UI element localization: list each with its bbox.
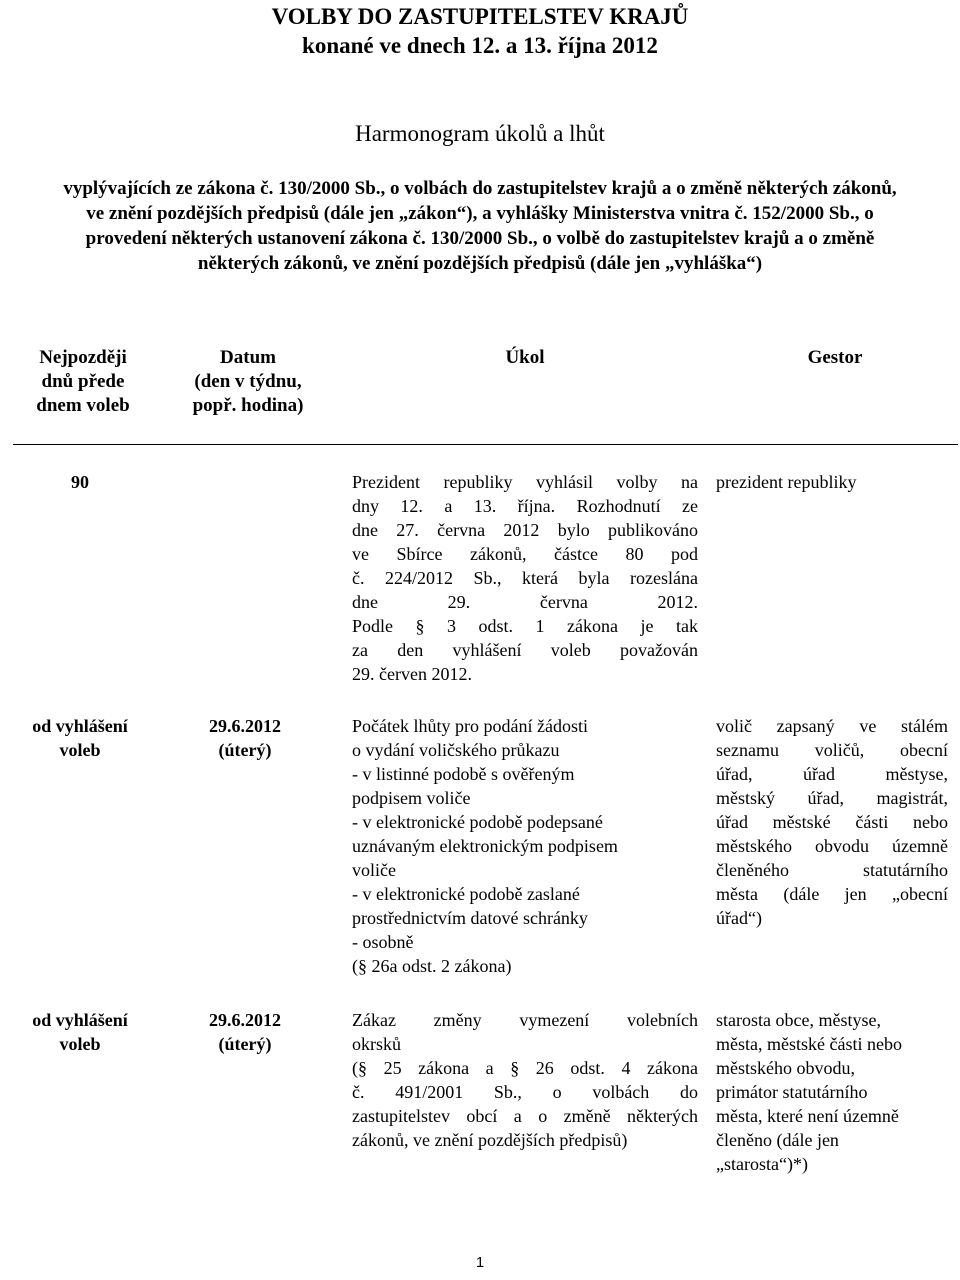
- text-line: dnů přede: [41, 371, 125, 392]
- text-line: primátor statutárního: [716, 1082, 868, 1102]
- column-header-task: Úkol: [505, 347, 545, 368]
- text-line: městský úřad, magistrát,: [716, 788, 948, 808]
- text-line: - osobně: [352, 932, 414, 952]
- text-line: (úterý): [218, 740, 272, 760]
- text-line: Podle § 3 odst. 1 zákona je tak: [352, 616, 698, 636]
- text-line: 29.6.2012: [209, 1010, 281, 1030]
- row-2-date: [175, 714, 315, 762]
- text-line: od vyhlášení: [32, 716, 128, 736]
- row-3-gestor: [716, 1008, 948, 1176]
- text-line: ve Sbírce zákonů, částce 80 pod: [352, 544, 698, 564]
- text-line: „starosta“)*): [716, 1154, 808, 1174]
- text-line: Datum: [220, 347, 276, 368]
- text-line: - v elektronické podobě podepsané: [352, 812, 603, 832]
- text-line: okrsků: [352, 1034, 401, 1054]
- text-line: (§ 26a odst. 2 zákona): [352, 956, 512, 976]
- row-1-days: [10, 470, 150, 494]
- row-3-days: [10, 1008, 150, 1056]
- document-subtitle: Harmonogram úkolů a lhůt: [355, 121, 605, 146]
- text-line: č. 491/2001 Sb., o volbách do: [352, 1082, 698, 1102]
- text-line: uznávaným elektronickým podpisem: [352, 836, 618, 856]
- text-line: č. 224/2012 Sb., která byla rozeslána: [352, 568, 698, 588]
- text-line: Počátek lhůty pro podání žádosti: [352, 716, 588, 736]
- text-line: zastupitelstev obcí a o změně některých: [352, 1106, 698, 1126]
- row-1-task: [352, 470, 698, 686]
- text-line: volič zapsaný ve stálém: [716, 716, 948, 736]
- text-line: seznamu voličů, obecní: [716, 740, 948, 760]
- document-title: VOLBY DO ZASTUPITELSTEV KRAJŮ: [271, 4, 689, 29]
- text-line: města (dále jen „obecní: [716, 884, 948, 904]
- text-line: dny 12. a 13. října. Rozhodnutí ze: [352, 496, 698, 516]
- text-line: voleb: [59, 740, 101, 760]
- text-line: dne 29. června 2012.: [352, 592, 698, 612]
- text-line: starosta obce, městyse,: [716, 1010, 881, 1030]
- text-line: za den vyhlášení voleb považován: [352, 640, 698, 660]
- text-line: úřad, úřad městyse,: [716, 764, 948, 784]
- text-line: o vydání voličského průkazu: [352, 740, 560, 760]
- column-header-date: [168, 346, 328, 418]
- text-line: úřad“): [716, 908, 762, 928]
- row-3-task: [352, 1008, 698, 1152]
- text-line: voliče: [352, 860, 396, 880]
- text-line: členěného statutárního: [716, 860, 948, 880]
- row-2-gestor: [716, 714, 948, 930]
- text-line: (§ 25 zákona a § 26 odst. 4 zákona: [352, 1058, 698, 1078]
- text-line: dnem voleb: [36, 395, 130, 416]
- text-line: 29. červen 2012.: [352, 664, 472, 684]
- text-line: členěno (dále jen: [716, 1130, 839, 1150]
- text-line: popř. hodina): [192, 395, 304, 416]
- text-line: voleb: [59, 1034, 101, 1054]
- text-line: města, které není územně: [716, 1106, 899, 1126]
- text-line: městského obvodu územně: [716, 836, 948, 856]
- text-line: - v elektronické podobě zaslané: [352, 884, 580, 904]
- text-line: zákonů, ve znění pozdějších předpisů): [352, 1130, 628, 1150]
- row-1-gestor: [716, 470, 948, 494]
- text-line: 29.6.2012: [209, 716, 281, 736]
- text-line: Zákaz změny vymezení volebních: [352, 1010, 698, 1030]
- text-line: podpisem voliče: [352, 788, 471, 808]
- header-divider: [13, 444, 958, 445]
- text-line: (úterý): [218, 1034, 272, 1054]
- text-line: městského obvodu,: [716, 1058, 855, 1078]
- column-header-days: [8, 346, 158, 418]
- election-dates: konané ve dnech 12. a 13. října 2012: [302, 33, 658, 58]
- page-number: 1: [475, 1254, 485, 1271]
- text-line: (den v týdnu,: [194, 371, 302, 392]
- row-2-task: [352, 714, 698, 978]
- text-line: prostřednictvím datové schránky: [352, 908, 588, 928]
- text-line: od vyhlášení: [32, 1010, 128, 1030]
- text-line: prezident republiky: [716, 472, 857, 492]
- text-line: dne 27. června 2012 bylo publikováno: [352, 520, 698, 540]
- column-header-gestor: Gestor: [807, 347, 863, 368]
- text-line: 90: [71, 472, 89, 492]
- text-line: města, městské části nebo: [716, 1034, 902, 1054]
- text-line: - v listinné podobě s ověřeným: [352, 764, 575, 784]
- text-line: Prezident republiky vyhlásil volby na: [352, 472, 698, 492]
- row-3-date: [175, 1008, 315, 1056]
- text-line: Nejpozději: [39, 347, 127, 368]
- row-2-days: [10, 714, 150, 762]
- text-line: úřad městské části nebo: [716, 812, 948, 832]
- legal-intro: vyplývajících ze zákona č. 130/2000 Sb., o volbách do zastupitelstev krajů a o změně některých zákonů, ve znění pozdějších předpisů (dále jen „zákon“), a vyhlášky Ministerstva vnitra č. 152/2000 Sb., o provedení některých ustanovení zákona č. 130/2000 Sb., o volbě do zastupitelstev krajů a o změně některých zákonů, ve znění pozdějších předpisů (dále jen „vyhláška“): [63, 178, 897, 274]
